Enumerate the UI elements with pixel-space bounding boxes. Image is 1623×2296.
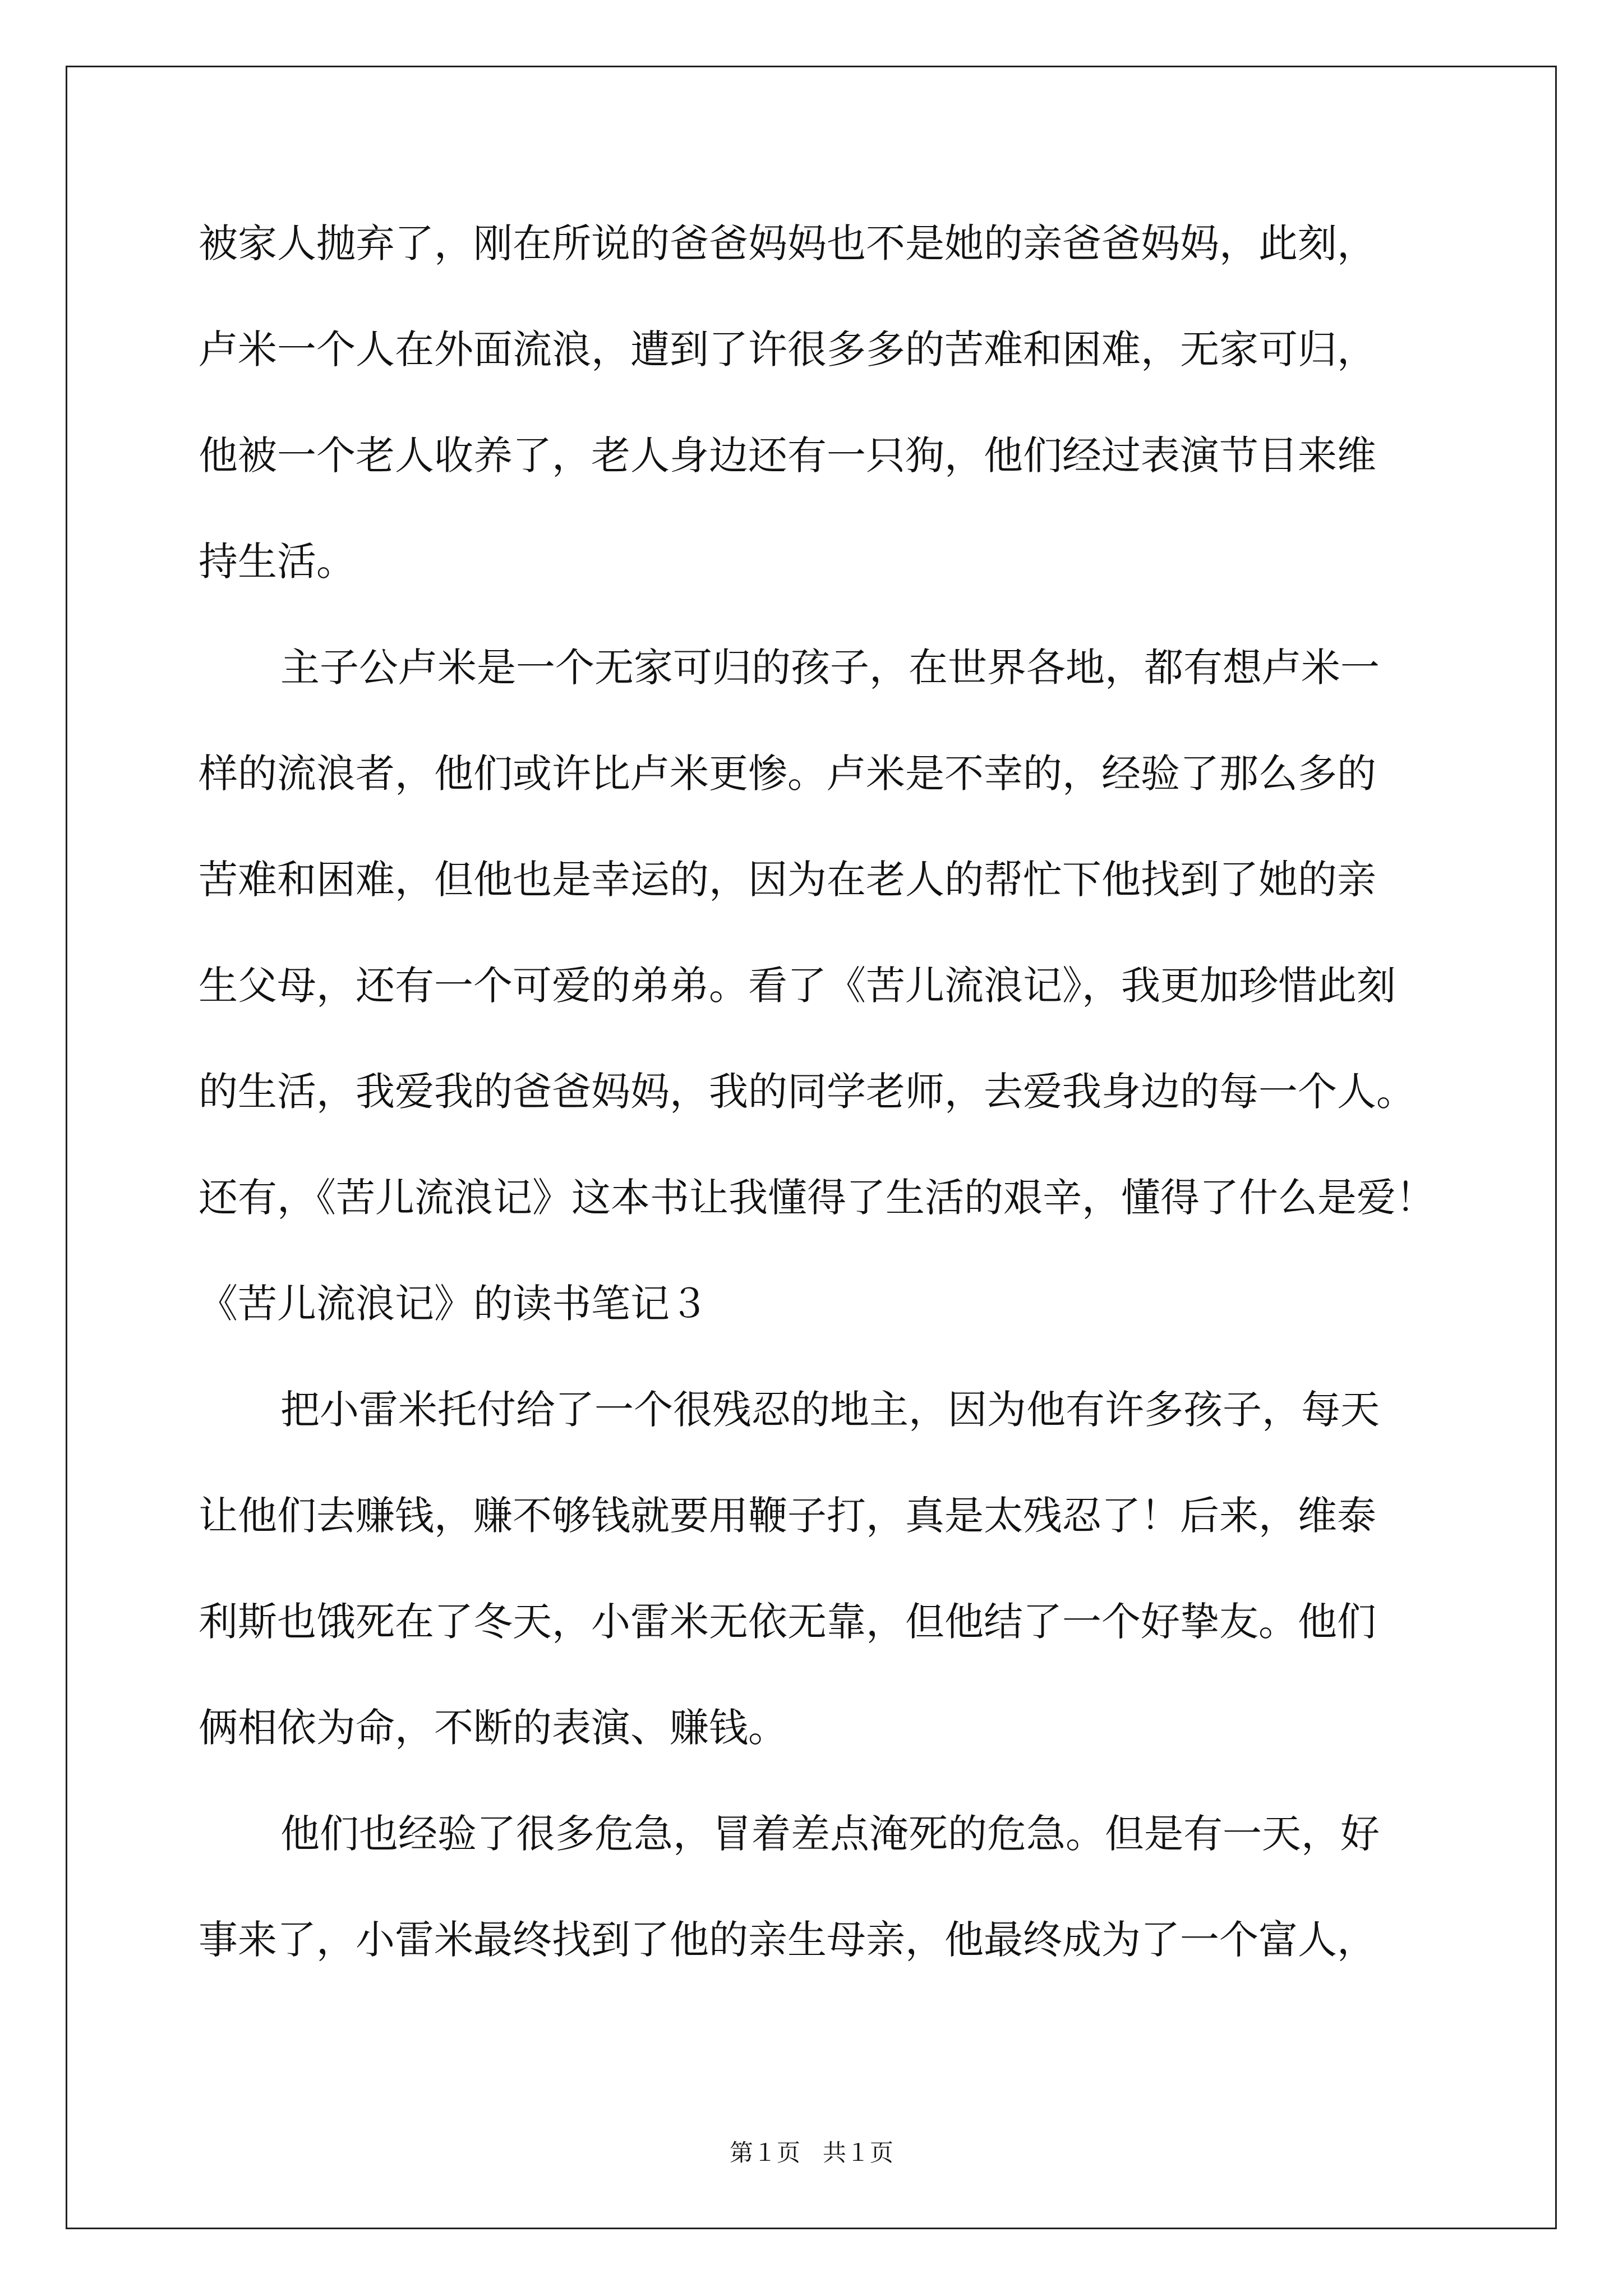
text-line: 俩相依为命，不断的表演、赚钱。 (199, 1705, 787, 1751)
text-line: 让他们去赚钱，赚不够钱就要用鞭子打，真是太残忍了！后来，维泰 (199, 1493, 1376, 1539)
text-line: 事来了，小雷米最终找到了他的亲生母亲，他最终成为了一个富人， (199, 1917, 1376, 1963)
text-line: 卢米一个人在外面流浪，遭到了许很多多的苦难和困难，无家可归， (199, 326, 1376, 372)
text-line: 利斯也饿死在了冬天，小雷米无依无靠，但他结了一个好挚友。他们 (199, 1599, 1376, 1645)
section-heading: 《苦儿流浪记》的读书笔记３ (199, 1281, 709, 1327)
text-line: 生父母，还有一个可爱的弟弟。看了《苦儿流浪记》，我更加珍惜此刻 (199, 963, 1396, 1009)
text-line: 他被一个老人收养了，老人身边还有一只狗，他们经过表演节目来维 (199, 432, 1376, 478)
page-total: 共１页 (823, 2139, 894, 2166)
page-number: 第１页 (729, 2139, 800, 2166)
text-line: 苦难和困难，但他也是幸运的，因为在老人的帮忙下他找到了她的亲 (199, 857, 1376, 903)
text-line: 持生活。 (199, 539, 356, 585)
text-line: 还有，《苦儿流浪记》这本书让我懂得了生活的艰辛，懂得了什么是爱！ (199, 1175, 1435, 1221)
page-footer (0, 2136, 1623, 2170)
text-line: 样的流浪者，他们或许比卢米更惨。卢米是不幸的，经验了那么多的 (199, 751, 1376, 797)
text-line: 主子公卢米是一个无家可归的孩子，在世界各地，都有想卢米一 (280, 645, 1380, 691)
text-line: 把小雷米托付给了一个很残忍的地主，因为他有许多孩子，每天 (280, 1387, 1380, 1433)
document-body (199, 191, 1460, 1993)
text-line: 的生活，我爱我的爸爸妈妈，我的同学老师，去爱我身边的每一个人。 (199, 1069, 1415, 1115)
text-line: 被家人抛弃了，刚在所说的爸爸妈妈也不是她的亲爸爸妈妈，此刻， (199, 220, 1376, 266)
text-line: 他们也经验了很多危急，冒着差点淹死的危急。但是有一天，好 (280, 1811, 1380, 1857)
